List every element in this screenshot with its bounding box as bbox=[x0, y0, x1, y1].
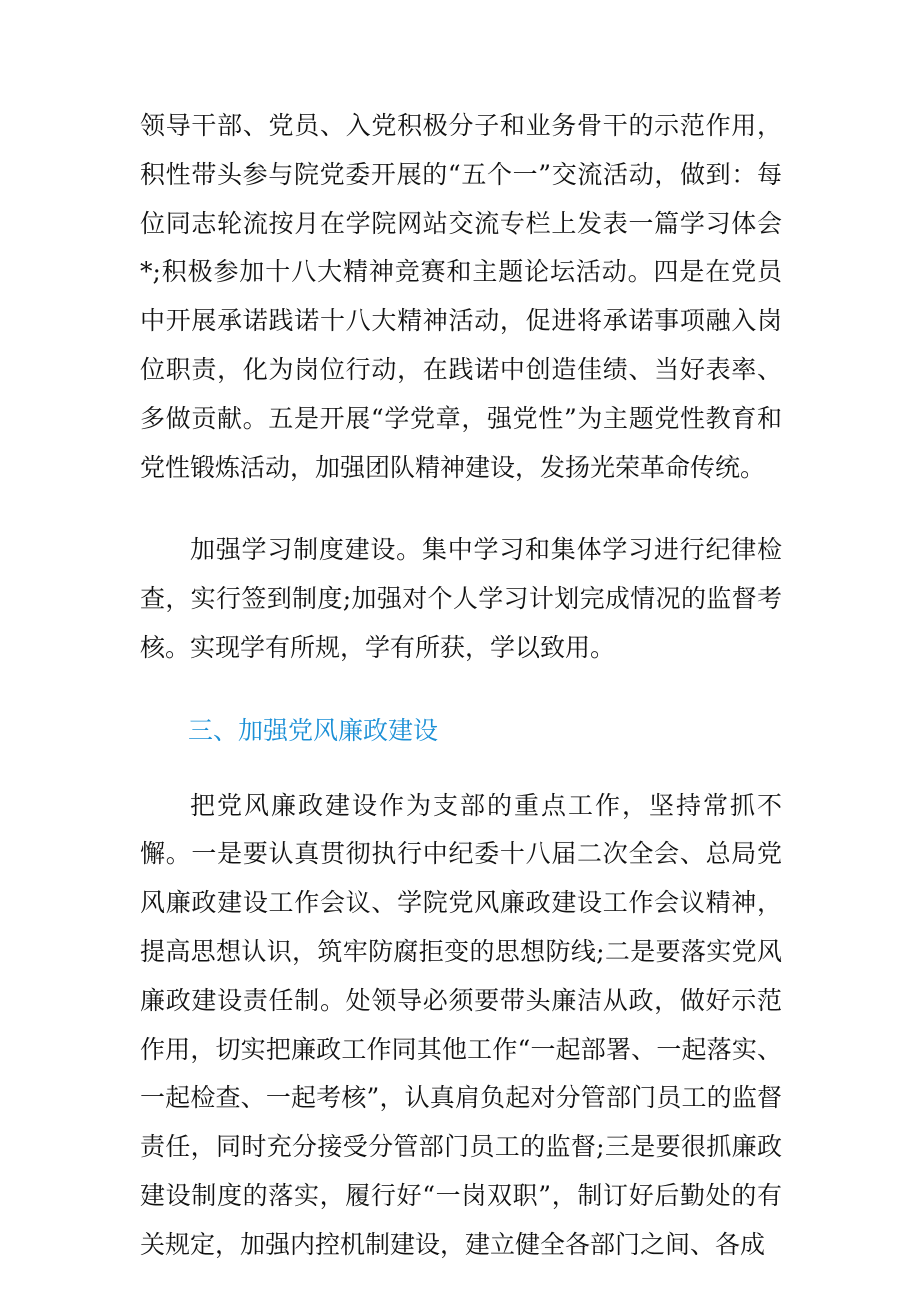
section-three-heading: 三、加强党风廉政建设 bbox=[188, 715, 439, 745]
document-body bbox=[140, 102, 782, 1270]
section-three-body-paragraph: 把党风廉政建设作为支部的重点工作，坚持常抓不懈。一是要认真贯彻执行中纪委十八届二次全会、总局党风廉政建设工作会议、学院党风廉政建设工作会议精神，提高思想认识，筑牢防腐拒变的思想防线;二是要落实党风廉政建设责任制。处领导必须要带头廉洁从政，做好示范作用，切实把廉政工作同其他工作“一起部署、一起落实、一起检查、一起考核”，认真肩负起对分管部门员工的监督责任，同时充分接受分管部门员工的监督;三是要很抓廉政建设制度的落实，履行好“一岗双职”，制订好后勤处的有关规定，加强内控机制建设，建立健全各部门之间、各成 bbox=[140, 790, 782, 1259]
continuation-paragraph: 领导干部、党员、入党积极分子和业务骨干的示范作用，积性带头参与院党委开展的“五个一”交流活动，做到：每位同志轮流按月在学院网站交流专栏上发表一篇学习体会*;积极参加十八大精神竞赛和主题论坛活动。四是在党员中开展承诺践诺十八大精神活动，促进将承诺事项融入岗位职责，化为岗位行动，在践诺中创造佳绩、当好表率、多做贡献。五是开展“学党章，强党性”为主题党性教育和党性锻炼活动，加强团队精神建设，发扬光荣革命传统。 bbox=[140, 111, 782, 482]
study-system-paragraph: 加强学习制度建设。集中学习和集体学习进行纪律检查，实行签到制度;加强对个人学习计划完成情况的监督考核。实现学有所规，学有所获，学以致用。 bbox=[140, 535, 782, 662]
